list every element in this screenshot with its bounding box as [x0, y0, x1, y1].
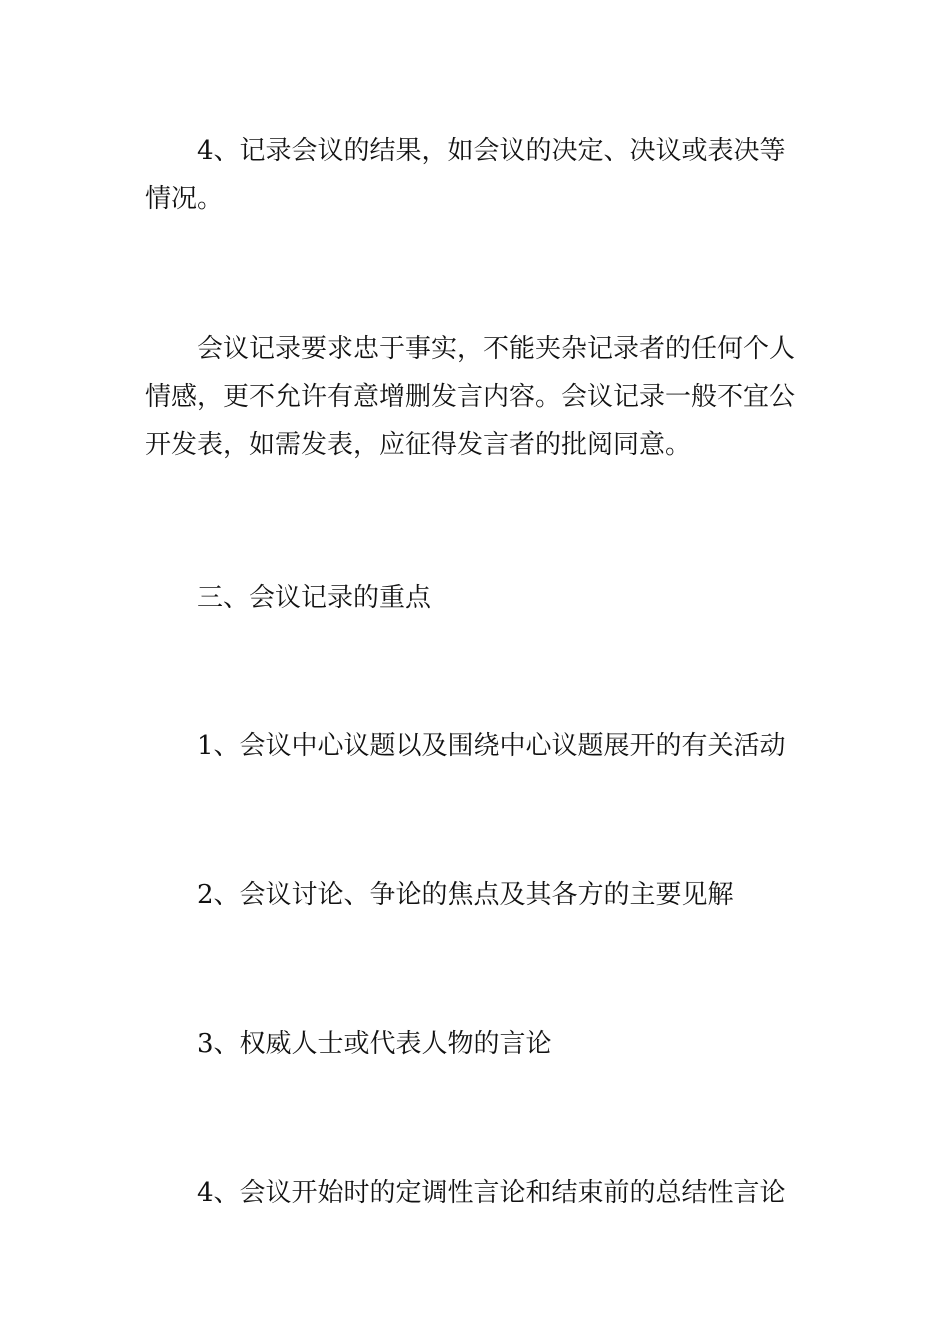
list-item-central-topic: 1、会议中心议题以及围绕中心议题展开的有关活动 — [197, 731, 786, 761]
paragraph-meeting-results: 4、记录会议的结果，如会议的决定、决议或表决等情况。 — [145, 136, 786, 214]
paragraph-recording-requirements: 会议记录要求忠于事实，不能夹杂记录者的任何个人情感，更不允许有意增删发言内容。会议记录一般不宜公开发表，如需发表，应征得发言者的批阅同意。 — [145, 334, 796, 460]
list-item-discussion-focus: 2、会议讨论、争论的焦点及其各方的主要见解 — [197, 880, 734, 910]
list-item-opening-closing-remarks: 4、会议开始时的定调性言论和结束前的总结性言论 — [197, 1178, 786, 1208]
list-item-authority-remarks: 3、权威人士或代表人物的言论 — [197, 1029, 552, 1059]
section-heading-key-points: 三、会议记录的重点 — [197, 583, 432, 613]
